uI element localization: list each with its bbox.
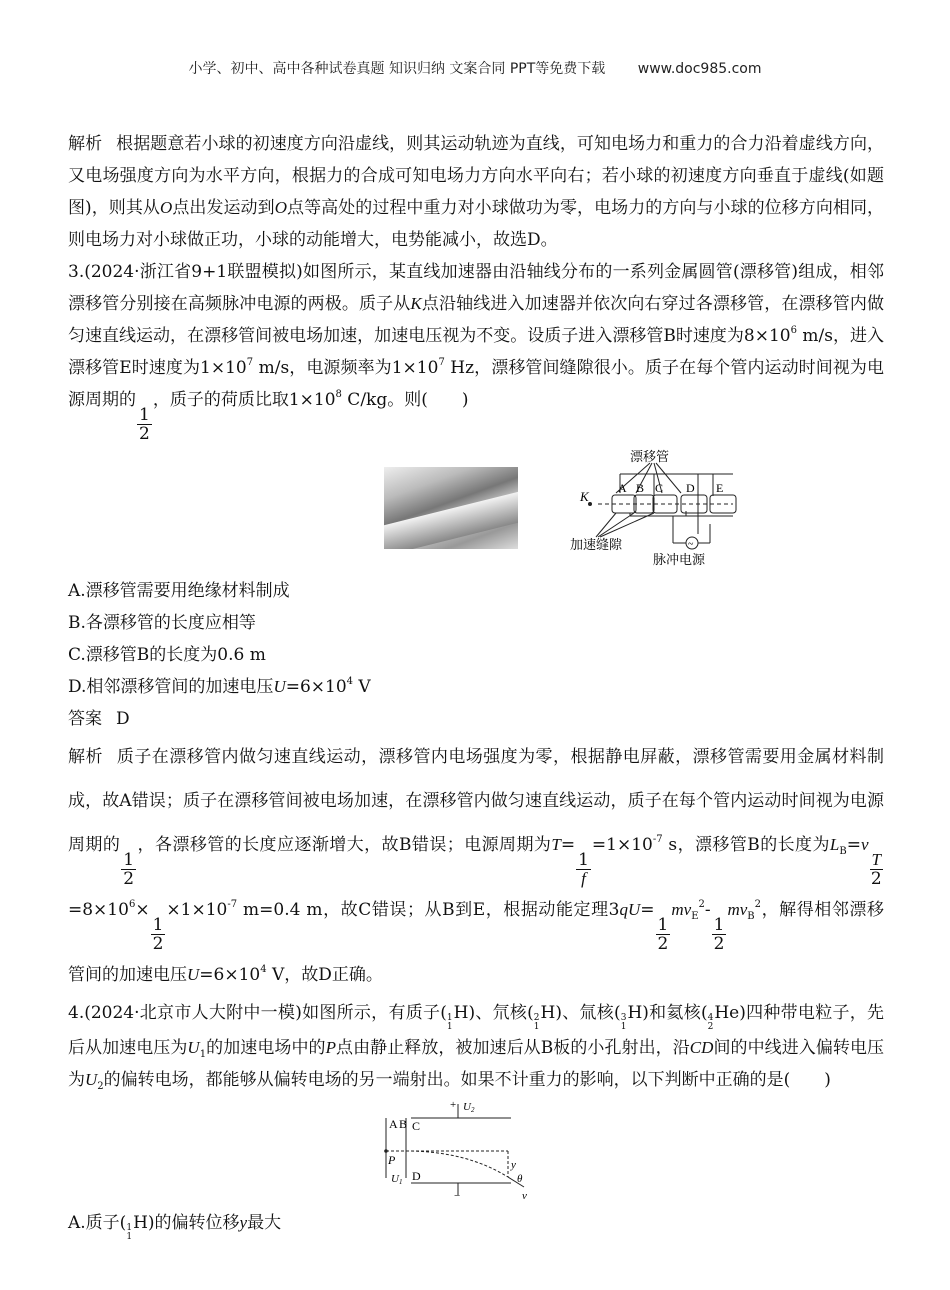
text-run: - xyxy=(704,900,711,920)
text-run: 的偏转电场，都能够从偏转电场的另一端射出。如果不计重力的影响，以下判断中正确的是( ) xyxy=(103,1070,831,1090)
theta-label: θ xyxy=(517,1173,523,1185)
numerator: T xyxy=(871,850,882,869)
answer-label: 答案 xyxy=(68,709,102,729)
text-run: m/s，进入漂移管E时速度为1×10 xyxy=(68,326,885,378)
text-run: 点由静止释放，被加速后从B板的小孔射出，沿 xyxy=(335,1038,690,1058)
math-variable: U xyxy=(273,677,286,696)
atomic-number: 1 xyxy=(533,1022,540,1032)
text-run: V，故D正确。 xyxy=(266,965,383,985)
fraction xyxy=(712,916,727,953)
text-run: 3.(2024·浙江省9+1联盟模拟)如图所示，某直线加速器由沿轴线分布的一系列金属圆管(漂移管)组成，相邻漂移管分别接在高频脉冲电源的两极。质子从 xyxy=(68,262,884,314)
text-run: 最大 xyxy=(247,1213,282,1233)
mass-number: 3 xyxy=(620,1013,627,1023)
text-run: =6×10 xyxy=(285,677,347,697)
superscript: 6 xyxy=(128,899,136,910)
header-text: 小学、初中、高中各种试卷真题 知识归纳 文案合同 PPT等免费下载 xyxy=(188,61,606,77)
option-a[interactable] xyxy=(68,1207,884,1242)
mass-number: 1 xyxy=(446,1013,453,1023)
denominator: 2 xyxy=(870,869,882,889)
superscript: -7 xyxy=(652,834,663,845)
text-run: A.漂移管需要用绝缘材料制成 xyxy=(68,581,290,601)
text-run: 点沿轴线进入加速器并依次向右穿过各漂移管，在漂移管内做匀速直线运动，在漂移管间被电场加速，加速电压视为不变。设质子进入漂移管B时速度为8×10 xyxy=(68,294,884,346)
math-variable: mv xyxy=(671,900,692,919)
text-run: =8×10 xyxy=(68,900,129,920)
option-text xyxy=(68,581,290,601)
math-variable: mv xyxy=(727,900,748,919)
text-run: m/s，电源频率为1×10 xyxy=(253,358,439,378)
text-run: 的加速电场中的 xyxy=(206,1038,326,1058)
tube-d-label: D xyxy=(686,481,695,495)
superscript: 7 xyxy=(438,357,445,368)
denominator: 2 xyxy=(713,934,725,954)
math-variable: O xyxy=(274,198,287,217)
math-variable: U xyxy=(187,1038,200,1057)
math-variable: L xyxy=(829,835,840,854)
mass-number: 4 xyxy=(707,1013,714,1023)
plate-c-label: C xyxy=(412,1119,421,1133)
text-run: D.相邻漂移管间的加速电压 xyxy=(68,677,274,697)
question-4-figure xyxy=(48,1098,884,1203)
subscript: 1 xyxy=(199,1049,207,1060)
text-run: 点等高处的过程中重力对小球做功为零，电场力的方向与小球的位移方向相同，则电场力对小球做正功，小球的动能增大，电势能减小，故选D。 xyxy=(68,198,885,250)
math-variable: y xyxy=(239,1213,248,1232)
prev-analysis xyxy=(68,128,884,256)
fraction xyxy=(121,851,136,888)
text-run: H)和氦核( xyxy=(627,1003,708,1023)
question-3-analysis xyxy=(68,735,884,997)
option-a[interactable] xyxy=(68,575,884,607)
atomic-number: 2 xyxy=(707,1022,714,1032)
text-run: 4.(2024·北京市人大附中一模)如图所示，有质子( xyxy=(68,1003,447,1023)
u1-label: U1 xyxy=(391,1173,403,1186)
superscript: 4 xyxy=(260,964,267,975)
math-variable: P xyxy=(325,1038,336,1057)
atomic-number: 1 xyxy=(620,1022,627,1032)
answer-line xyxy=(68,703,884,735)
text-run: V xyxy=(353,677,371,697)
denominator: 2 xyxy=(139,424,150,444)
superscript: 2 xyxy=(754,899,762,910)
denominator: 2 xyxy=(657,934,669,954)
question-4-stem xyxy=(68,997,884,1096)
superscript: 2 xyxy=(698,899,705,910)
numerator: 1 xyxy=(657,915,669,935)
denominator: 2 xyxy=(123,869,135,889)
analysis-text xyxy=(68,747,884,985)
text-run: = xyxy=(640,900,655,920)
text-run: = xyxy=(846,835,861,855)
math-variable: qU xyxy=(619,900,641,919)
text-run: =6×10 xyxy=(199,965,261,985)
text-run: 根据题意若小球的初速度方向沿虚线，则其运动轨迹为直线，可知电场力和重力的合力沿着虚线方向，又电场强度方向为水平方向，根据力的合成可知电场力方向水平向右；若小球的初速度方向垂直于虚线(如题图)，则其从 xyxy=(68,134,885,218)
denominator: f xyxy=(581,869,586,888)
text-run: 间的中线进入偏转电压为 xyxy=(68,1038,885,1090)
atomic-number: 1 xyxy=(126,1232,133,1242)
nuclide-notation xyxy=(708,1014,714,1032)
text-run: s，漂移管B的长度为 xyxy=(662,835,830,855)
math-variable: T xyxy=(551,835,561,854)
text-run: H)、氘核( xyxy=(453,1003,534,1023)
u2-label: U2 xyxy=(463,1101,475,1114)
numerator: 1 xyxy=(139,405,150,425)
text-run: A.质子( xyxy=(68,1213,127,1233)
fraction xyxy=(137,406,152,443)
fraction xyxy=(151,916,166,953)
plate-d-label: D xyxy=(412,1169,421,1183)
numerator: 1 xyxy=(713,915,725,935)
mass-number: 2 xyxy=(533,1013,540,1023)
text-run: ，解得相邻漂移管间的加速电压 xyxy=(68,900,884,985)
label-drift-tube: 漂移管 xyxy=(630,449,670,464)
text-run: 点出发运动到 xyxy=(172,198,275,218)
nuclide-notation xyxy=(534,1014,540,1032)
tube-e-label: E xyxy=(716,481,724,495)
linear-accelerator-diagram xyxy=(558,449,738,567)
deflection-field-diagram xyxy=(376,1098,556,1203)
page-header xyxy=(0,58,950,78)
math-variable: O xyxy=(159,198,173,217)
superscript: -7 xyxy=(227,899,238,910)
fraction xyxy=(656,916,671,953)
text-run: ，质子的荷质比取1×10 xyxy=(152,390,336,410)
math-variable: K xyxy=(410,294,422,313)
text-run: = xyxy=(560,835,576,855)
analysis-label: 解析 xyxy=(68,134,103,154)
fraction xyxy=(870,851,883,888)
option-text xyxy=(68,645,266,665)
text-run: =1×10 xyxy=(591,835,653,855)
text-run: m=0.4 m，故C错误；从B到E，根据动能定理3 xyxy=(237,900,620,920)
numerator: 1 xyxy=(152,915,164,935)
point-p-label: P xyxy=(388,1153,396,1167)
text-run: H)、氚核( xyxy=(540,1003,621,1023)
question-3-figure xyxy=(68,449,884,567)
analysis-text xyxy=(68,134,884,250)
subscript: B xyxy=(839,846,847,857)
text-run: Hz，漂移管间缝隙很小。质子在每个管内运动时间视为电源周期的 xyxy=(68,358,884,410)
analysis-label: 解析 xyxy=(68,747,103,767)
text-run: C.漂移管B的长度为0.6 m xyxy=(68,645,266,665)
mass-number: 1 xyxy=(126,1223,133,1233)
option-text xyxy=(68,613,256,633)
ac-source-symbol: ~ xyxy=(688,539,694,550)
numerator: 1 xyxy=(123,850,135,870)
text-run: ×1×10 xyxy=(166,900,228,920)
math-variable: CD xyxy=(689,1038,714,1057)
tube-b-label: B xyxy=(636,481,645,495)
subscript: 2 xyxy=(97,1081,104,1092)
superscript: 4 xyxy=(346,676,354,687)
question-3-stem xyxy=(68,256,884,443)
label-source: 脉冲电源 xyxy=(653,552,706,567)
atomic-number: 1 xyxy=(446,1022,453,1032)
superscript: 8 xyxy=(335,389,342,400)
nuclide-notation xyxy=(447,1014,453,1032)
option-text xyxy=(68,677,371,697)
question-3-options xyxy=(68,575,884,703)
fraction xyxy=(576,851,591,888)
plate-a-label: A xyxy=(389,1117,398,1131)
plate-b-label: B xyxy=(399,1117,408,1131)
text-run: He)四种带电粒子，先后从加速电压为 xyxy=(68,1003,885,1058)
text-run: × xyxy=(135,900,150,920)
numerator: 1 xyxy=(578,850,589,870)
label-k: K xyxy=(580,489,589,504)
superscript: 6 xyxy=(790,325,797,336)
math-variable: U xyxy=(187,965,200,984)
math-variable: U xyxy=(85,1070,98,1089)
answer-value: D xyxy=(116,709,130,729)
question-text xyxy=(68,262,885,444)
v-label: v xyxy=(522,1190,527,1202)
denominator: 2 xyxy=(152,934,164,954)
question-text xyxy=(68,1003,884,1090)
nuclide-notation xyxy=(126,1224,132,1242)
text-run: B.各漂移管的长度应相等 xyxy=(68,613,256,633)
text-run: C/kg。则( ) xyxy=(341,390,469,410)
subscript: E xyxy=(691,911,699,922)
label-gap: 加速缝隙 xyxy=(570,537,623,552)
tube-a-label: A xyxy=(618,481,627,495)
minus-sign: − xyxy=(454,1190,461,1202)
text-run: 质子在漂移管内做匀速直线运动，漂移管内电场强度为零，根据静电屏蔽，漂移管需要用金属材料制成，故A错误；质子在漂移管间被电场加速，在漂移管内做匀速直线运动，质子在每个管内运动时间视为电源周期的 xyxy=(68,747,884,855)
document-body xyxy=(68,128,884,1242)
option-c[interactable] xyxy=(68,639,884,671)
subscript: B xyxy=(747,911,755,922)
nuclide-notation xyxy=(621,1014,627,1032)
accelerator-photo xyxy=(384,467,518,549)
superscript: 7 xyxy=(246,357,254,368)
header-url: www.doc985.com xyxy=(637,61,762,77)
option-d[interactable] xyxy=(68,671,884,703)
text-run: H)的偏转位移 xyxy=(133,1213,240,1233)
math-variable: v xyxy=(861,835,869,854)
y-label: y xyxy=(511,1159,516,1171)
option-b[interactable] xyxy=(68,607,884,639)
text-run: ，各漂移管的长度应逐渐增大，故B错误；电源周期为 xyxy=(137,835,552,855)
option-text xyxy=(68,1213,282,1242)
tube-c-label: C xyxy=(655,481,664,495)
plus-sign: + xyxy=(450,1099,457,1111)
